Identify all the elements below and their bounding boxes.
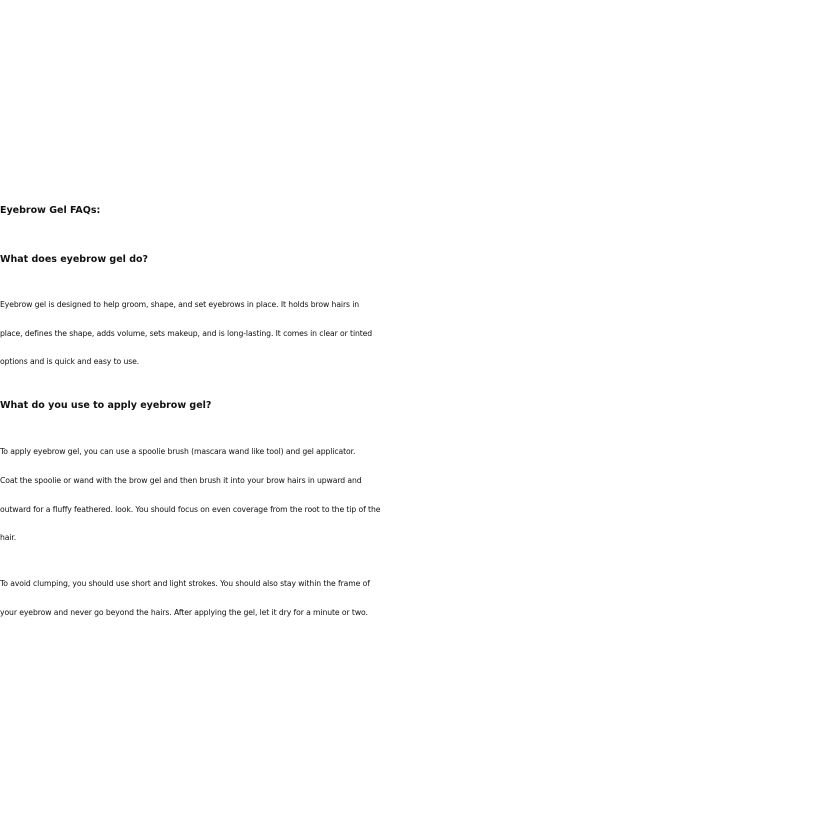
- faq-answer-2: [0, 438, 840, 553]
- text-line: Eyebrow gel is designed to help groom, shape, and set eyebrows in place. It holds brow hairs in: [0, 300, 360, 309]
- faq-answer-2-continued: [0, 570, 840, 627]
- text-line: your eyebrow and never go beyond the hairs. After applying the gel, let it dry for a minute or two.: [0, 607, 368, 617]
- text-line: hair.: [0, 533, 17, 543]
- text-line: To avoid clumping, you should use short and light strokes. You should also stay within the frame of: [0, 578, 370, 588]
- faq-question-2: What do you use to apply eyebrow gel?: [0, 400, 212, 412]
- faq-question-1: What does eyebrow gel do?: [0, 254, 149, 265]
- faq-answer-1: [0, 291, 840, 377]
- text-line: Coat the spoolie or wand with the brow gel and then brush it into your brow hairs in upward and: [0, 475, 362, 485]
- text-line: place, defines the shape, adds volume, sets makeup, and is long-lasting. It comes in clear or tinted: [0, 328, 373, 338]
- text-line: options and is quick and easy to use.: [0, 357, 140, 367]
- faq-section: [0, 196, 840, 627]
- faq-title: Eyebrow Gel FAQs:: [0, 205, 101, 216]
- text-line: To apply eyebrow gel, you can use a spoolie brush (mascara wand like tool) and gel applicator.: [0, 447, 356, 457]
- text-line: outward for a fluffy feathered. look. You should focus on even coverage from the root to the tip of the: [0, 504, 381, 514]
